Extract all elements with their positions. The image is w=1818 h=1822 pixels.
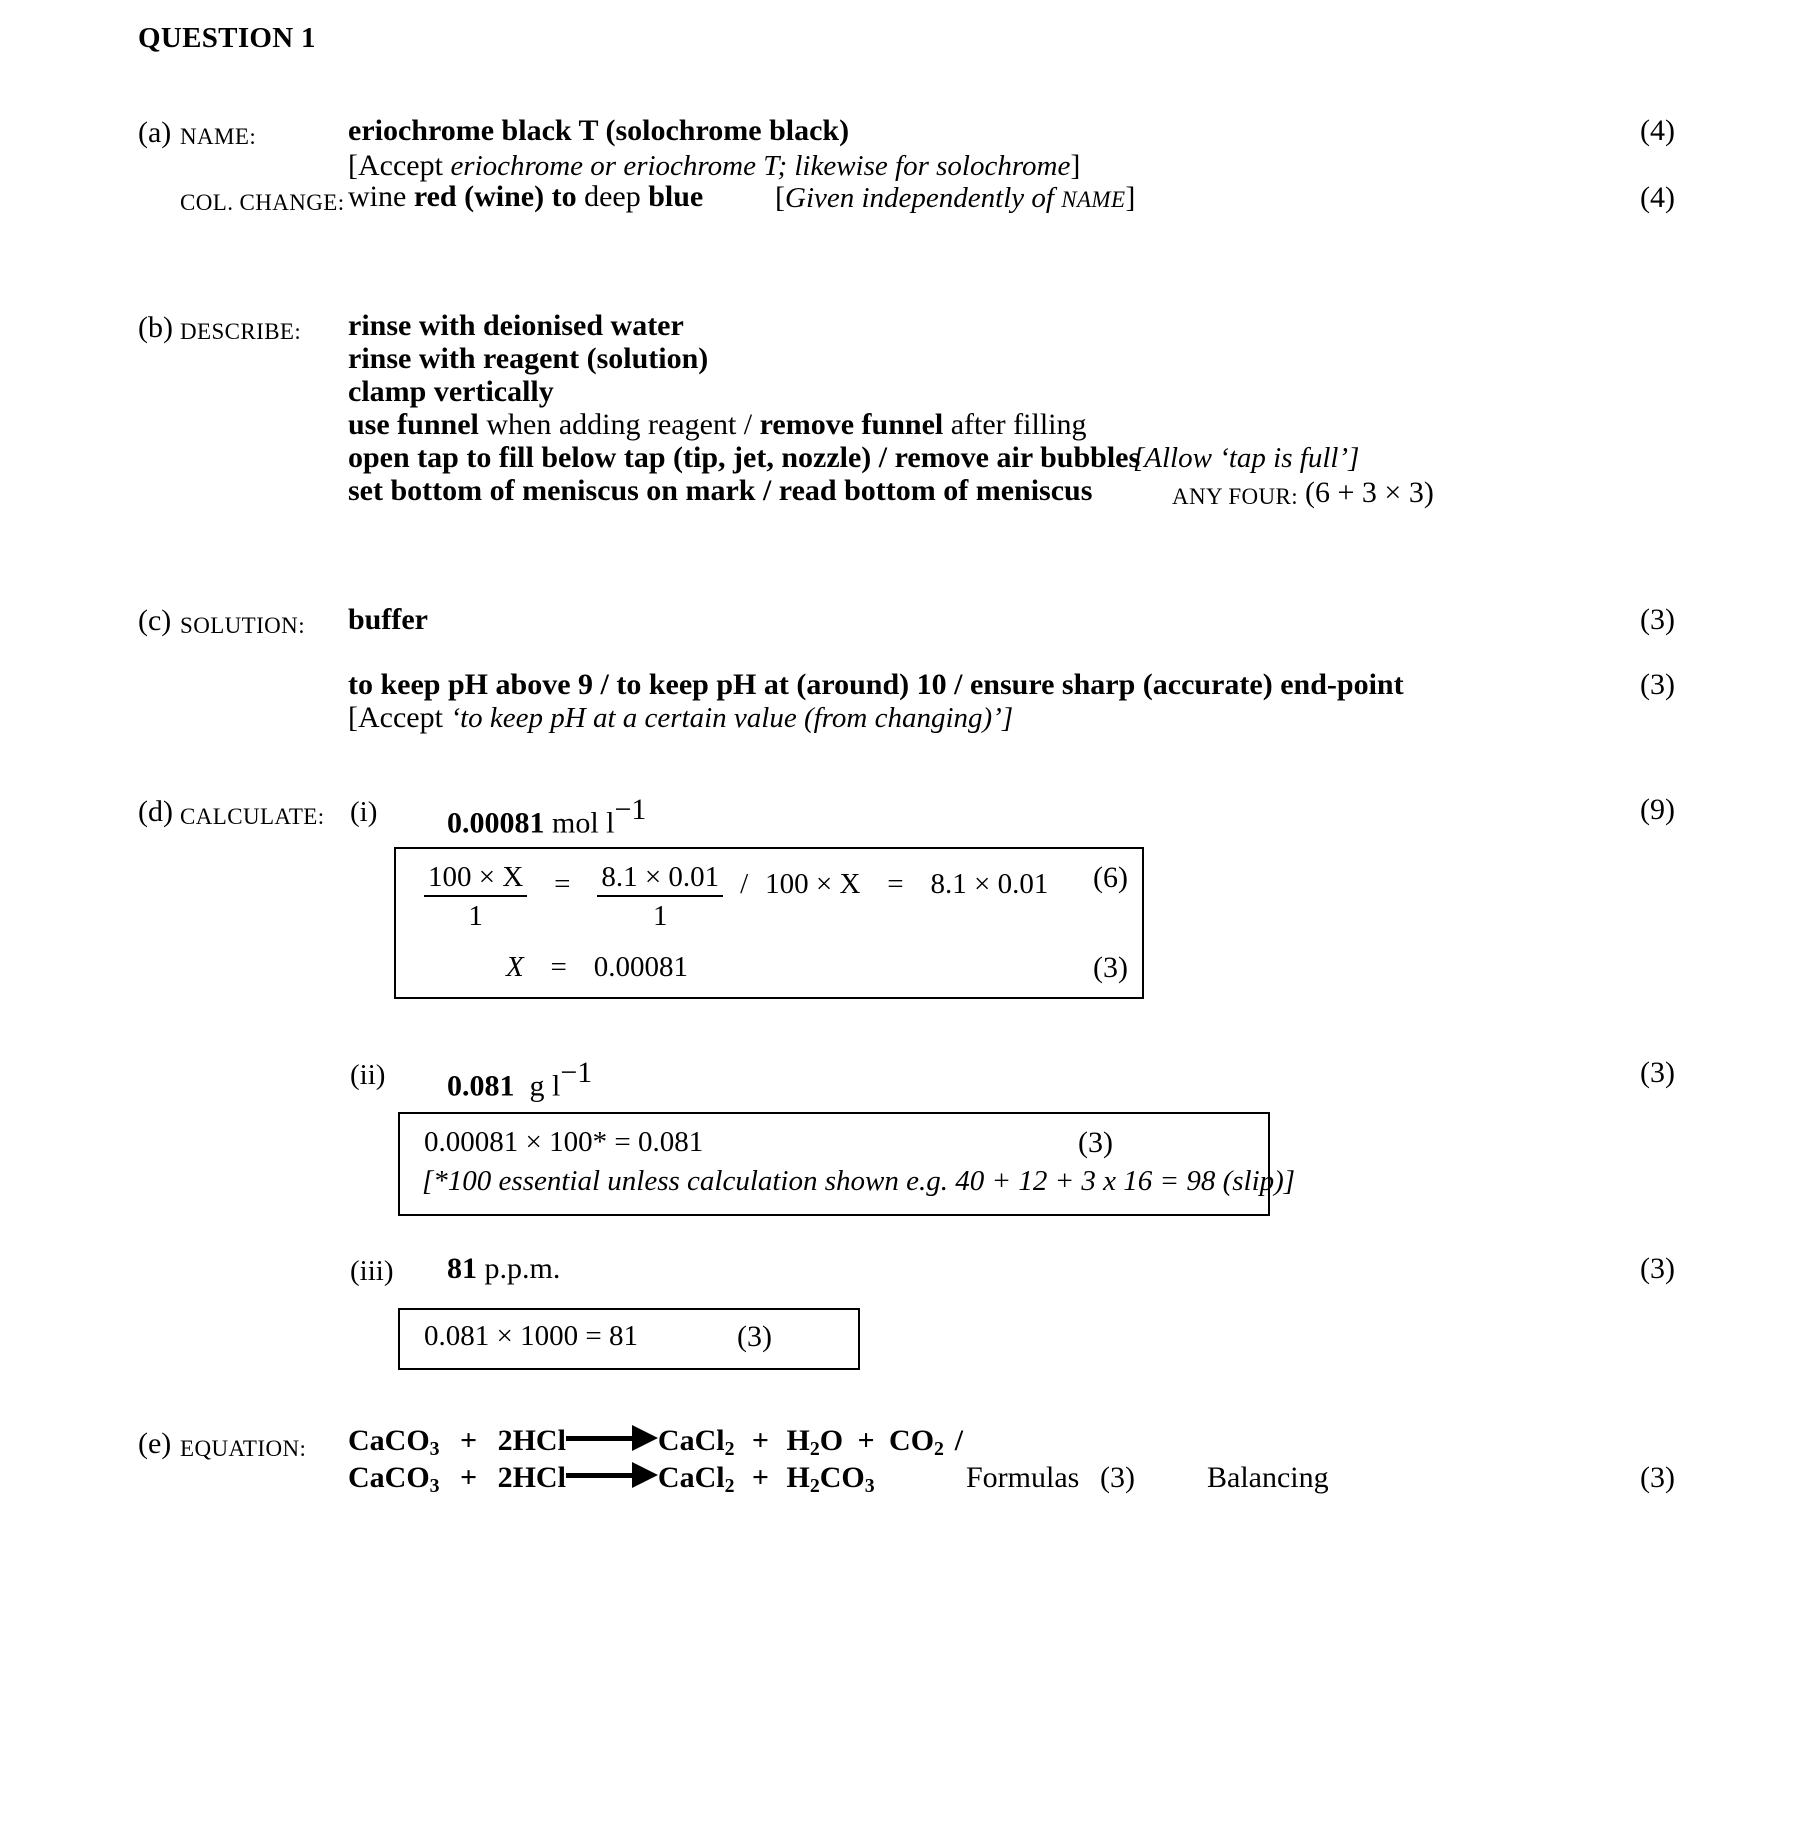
part-a-colour-answer [348,180,703,214]
colour-mid: deep [576,180,649,213]
part-e-equation-line-2 [348,1461,875,1498]
part-b-line-2: rinse with reagent (solution) [348,342,709,375]
d-ii-box-marks: (3) [1078,1126,1113,1159]
eq1-reactant-1: CaCO [348,1424,430,1457]
part-d-ii-marks: (3) [1640,1056,1675,1089]
part-b-describe-label: DESCRIBE: [180,319,302,344]
part-c-solution-label: SOLUTION: [180,613,305,638]
part-c-marks-2: (3) [1640,668,1675,701]
eq1-product-1: CaCl [657,1424,725,1457]
accept-italic-text: eriochrome or eriochrome T; likewise for solochrome [450,150,1071,182]
part-d-iii-calc-box [398,1308,860,1370]
part-b-line-4 [348,408,1087,442]
eq1-plus-1: + [460,1424,478,1457]
eq2-product-1-sub: 2 [724,1475,735,1498]
c-accept-italic: ‘to keep pH at a certain value (from changing)’] [450,702,1014,734]
part-c-marks-1: (3) [1640,603,1675,636]
eq1-product-3a: CO [889,1424,935,1457]
eq1-reactant-1-sub: 3 [429,1438,440,1461]
eq1-product-2-sub: 2 [809,1438,820,1461]
line4-bold-2: remove funnel [759,408,944,441]
part-d-i-calc-box [394,847,1144,999]
alternative-slash: / [740,868,749,901]
part-d-iii-answer [447,1252,560,1286]
part-d-ii-numeral: (ii) [350,1059,386,1091]
reaction-arrow-icon [566,1433,658,1443]
part-d-iii-marks: (3) [1640,1252,1675,1285]
accept-suffix: ] [1070,149,1081,182]
part-e-formulas-marks: (3) [1100,1461,1135,1494]
part-a-letter: (a) [138,116,172,149]
d-iii-unit: p.p.m. [484,1252,561,1285]
d-i-box-marks-top: (6) [1093,861,1128,894]
alt-expression-left: 100 × X [765,868,861,901]
part-b-line-6: set bottom of meniscus on mark / read bottom of meniscus [348,474,1093,507]
d-i-unit-exponent: −1 [614,793,647,826]
d-ii-value: 0.081 [447,1069,515,1103]
part-a-name-answer: eriochrome black T (solochrome black) [348,114,850,147]
part-b-line-5-note: [Allow ‘tap is full’] [1133,442,1360,474]
note-open-bracket: [ [775,181,785,214]
part-d-iii-numeral: (iii) [350,1255,394,1287]
part-b-line-5: open tap to fill below tap (tip, jet, nozzle) / remove air bubbles [348,441,1141,474]
note-smallcap: NAME [1061,187,1126,212]
line4-plain-2: after filling [943,408,1087,441]
d-i-result-var: X [506,951,524,983]
part-e-equation-line-1 [348,1424,974,1461]
part-a-name-marks: (4) [1640,114,1675,147]
eq1-trailing-slash: / [954,1424,964,1457]
d-i-value: 0.00081 [447,806,545,840]
line4-plain-1: when adding reagent / [478,408,760,441]
equals-1: = [554,868,571,901]
part-a-colour-note [775,181,1135,215]
fraction-left-numerator: 100 × X [424,861,527,897]
colour-bold-2: blue [648,180,704,213]
part-d-ii-answer [447,1056,592,1104]
equals-2: = [887,868,904,901]
part-a-colour-label: COL. CHANGE: [180,190,345,215]
part-a-colour-marks: (4) [1640,181,1675,214]
eq2-plus-2: + [751,1461,770,1494]
eq1-plus-2: + [751,1424,770,1457]
part-c-letter: (c) [138,604,172,637]
d-i-box-line-1 [424,861,1048,933]
alt-expression-right: 8.1 × 0.01 [930,868,1049,901]
part-d-i-marks: (9) [1640,793,1675,826]
eq1-product-1-sub: 2 [724,1438,735,1461]
colour-pre: wine [348,180,414,213]
eq2-product-2a: H [786,1461,810,1494]
fraction-left [424,861,527,933]
d-iii-box-marks: (3) [737,1320,772,1353]
eq2-product-2-sub1: 2 [809,1475,820,1498]
d-iii-box-line-1: 0.081 × 1000 = 81 [424,1320,638,1352]
reaction-arrow-icon-2 [566,1470,658,1480]
part-e-equation-label: EQUATION: [180,1436,307,1461]
d-ii-box-line-2: [*100 essential unless calculation shown e.g. 40 + 12 + 3 x 16 = 98 (slip)] [422,1165,1296,1197]
d-i-result-equals: = [550,951,567,983]
part-d-letter: (d) [138,795,173,828]
part-d-calculate-label: CALCULATE: [180,804,325,829]
eq2-product-2b: CO [819,1461,865,1494]
eq1-product-3-sub: 2 [934,1438,944,1461]
c-accept-prefix: [Accept [348,701,451,734]
d-iii-value: 81 [447,1252,477,1285]
colour-bold-1: red (wine) to [413,180,577,213]
eq1-product-2b: O [819,1424,844,1457]
d-ii-box-line-1: 0.00081 × 100* = 0.081 [424,1126,704,1158]
eq2-reactant-1-sub: 3 [429,1475,440,1498]
d-ii-unit: g l [529,1069,561,1103]
eq1-plus-3: + [857,1424,875,1457]
part-b-any-four-marks: (6 + 3 × 3) [1305,476,1434,509]
eq2-product-1: CaCl [657,1461,725,1494]
eq2-product-2-sub2: 3 [864,1475,875,1498]
part-c-answer-1: buffer [348,603,428,636]
part-c-answer-2: to keep pH above 9 / to keep pH at (around) 10 / ensure sharp (accurate) end-point [348,668,1404,701]
part-b-line-3: clamp vertically [348,375,554,408]
part-a-name-label: NAME: [180,124,257,149]
part-c-accept-note [348,701,1013,735]
part-d-i-answer [447,793,646,841]
part-e-formulas-label: Formulas [966,1461,1080,1494]
part-e-balancing-marks: (3) [1640,1461,1675,1494]
part-e-letter: (e) [138,1427,172,1460]
part-b-letter: (b) [138,311,173,344]
d-i-unit: mol l [552,806,615,840]
d-ii-unit-exponent: −1 [560,1056,593,1089]
accept-prefix: [Accept [348,149,451,182]
eq1-reactant-2: 2HCl [497,1424,566,1457]
eq2-reactant-1: CaCO [348,1461,430,1494]
d-i-box-line-2 [506,951,688,984]
d-i-box-marks-bottom: (3) [1093,951,1128,984]
fraction-right-numerator: 8.1 × 0.01 [597,861,723,897]
line4-bold-1: use funnel [348,408,479,441]
note-close-bracket: ] [1125,181,1136,214]
d-i-result-value: 0.00081 [593,951,688,983]
eq1-product-2a: H [786,1424,810,1457]
part-b-line-1: rinse with deionised water [348,309,684,342]
part-a-accept-note [348,149,1080,183]
note-italic: Given independently of [785,182,1062,214]
part-d-i-numeral: (i) [350,796,378,828]
eq2-plus-1: + [460,1461,478,1494]
part-e-balancing-label: Balancing [1207,1461,1329,1494]
part-b-any-four-label: ANY FOUR: [1172,484,1299,509]
fraction-right [597,861,723,933]
fraction-left-denominator: 1 [468,900,483,933]
part-d-ii-calc-box [398,1112,1296,1216]
eq2-reactant-2: 2HCl [497,1461,566,1494]
page-title: QUESTION 1 [138,22,316,54]
fraction-right-denominator: 1 [652,900,668,933]
